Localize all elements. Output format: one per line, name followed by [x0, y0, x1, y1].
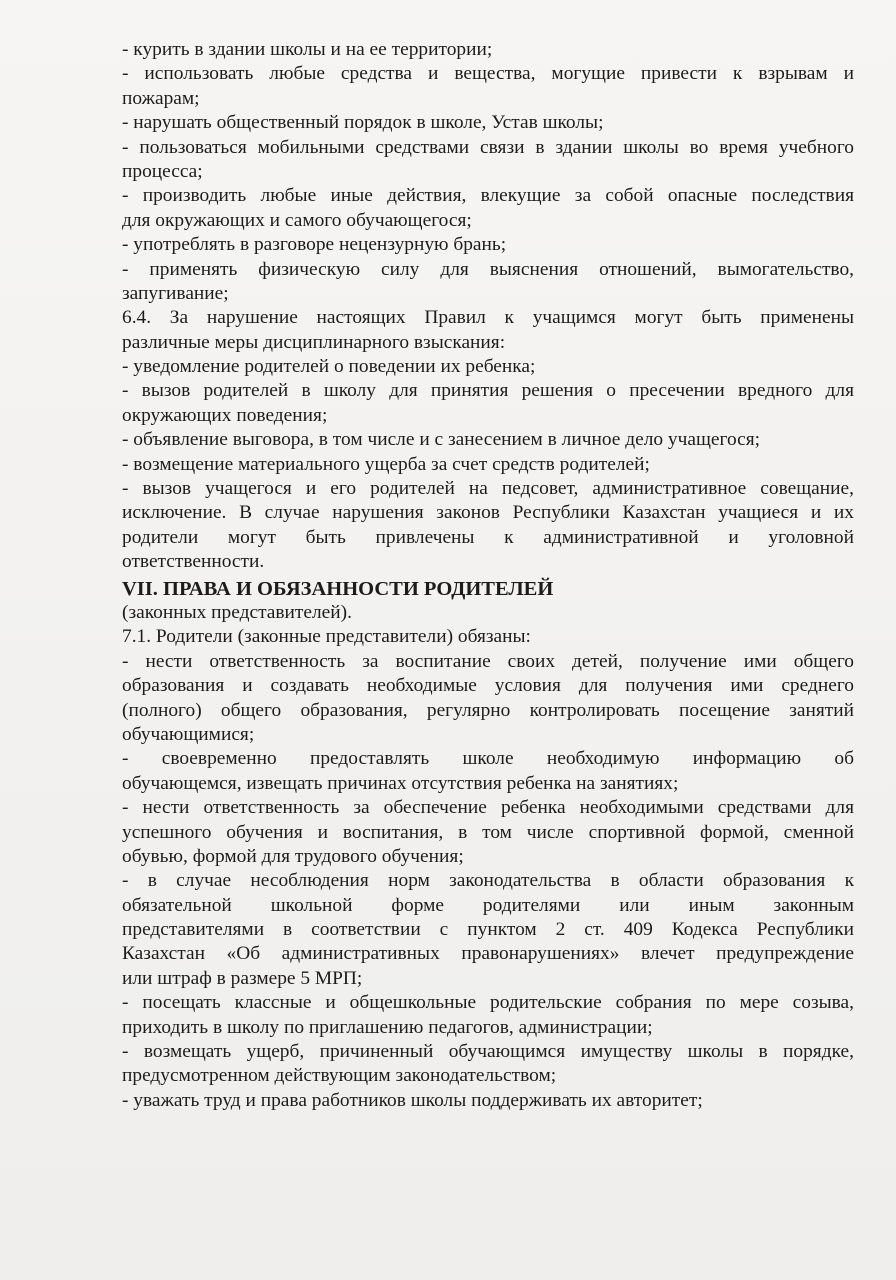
document-line: приходить в школу по приглашению педагогов, администрации;	[122, 1016, 653, 1038]
document-line: - производить любые иные действия, влекущие за собой опасные последствия	[122, 185, 854, 207]
document-line: окружающих поведения;	[122, 404, 328, 426]
document-line: - посещать классные и общешкольные родительские собрания по мере созыва,	[122, 992, 854, 1014]
document-line: - курить в здании школы и на ее территории;	[122, 39, 493, 60]
document-line: 7.1. Родители (законные представители) обязаны:	[122, 626, 531, 648]
document-line: (полного) общего образования, регулярно контролировать посещение занятий	[122, 699, 854, 721]
document-line: для окружающих и самого обучающегося;	[122, 209, 472, 231]
document-line: - пользоваться мобильными средствами связи в здании школы во время учебного	[122, 136, 854, 158]
document-line: - нарушать общественный порядок в школе, Устав школы;	[122, 112, 604, 134]
document-line: обувью, формой для трудового обучения;	[122, 845, 464, 867]
document-line: запугивание;	[122, 282, 229, 304]
document-line: исключение. В случае нарушения законов Республики Казахстан учащиеся и их	[122, 502, 854, 524]
document-line: предусмотренном действующим законодательством;	[122, 1065, 557, 1087]
document-line: - своевременно предоставлять школе необходимую информацию об	[122, 748, 854, 770]
document-line: - уважать труд и права работников школы поддерживать их авторитет;	[122, 1089, 703, 1111]
document-line: - уведомление родителей о поведении их ребенка;	[122, 356, 536, 378]
document-line: - вызов учащегося и его родителей на педсовет, административное совещание,	[122, 478, 854, 500]
document-line: или штраф в размере 5 МРП;	[122, 967, 363, 989]
document-line: успешного обучения и воспитания, в том числе спортивной формой, сменной	[122, 821, 854, 843]
document-line: обучающемся, извещать причинах отсутствия ребенка на занятиях;	[122, 772, 679, 794]
document-line: образования и создавать необходимые условия для получения ими среднего	[122, 675, 854, 697]
document-line: пожарам;	[122, 87, 200, 109]
document-line: - объявление выговора, в том числе и с занесением в личное дело учащегося;	[122, 429, 761, 451]
document-line: - нести ответственность за обеспечение ребенка необходимыми средствами для	[122, 797, 854, 819]
document-line: 6.4. За нарушение настоящих Правил к учащимся могут быть применены	[122, 307, 854, 329]
document-line: различные меры дисциплинарного взыскания:	[122, 331, 506, 353]
document-line: представителями в соответствии с пунктом 2 ст. 409 Кодекса Республики	[122, 919, 854, 941]
document-line: процесса;	[122, 160, 203, 182]
document-line: Казахстан «Об административных правонарушениях» влечет предупреждение	[122, 943, 854, 965]
document-line: обучающимися;	[122, 723, 255, 745]
document-line: - нести ответственность за воспитание своих детей, получение ими общего	[122, 650, 854, 672]
document-body	[122, 38, 854, 1113]
document-line: - возмещение материального ущерба за счет средств родителей;	[122, 453, 650, 475]
document-line: - в случае несоблюдения норм законодательства в области образования к	[122, 870, 854, 892]
document-line: - возмещать ущерб, причиненный обучающимся имуществу школы в порядке,	[122, 1041, 854, 1063]
section-heading: VII. ПРАВА И ОБЯЗАННОСТИ РОДИТЕЛЕЙ	[122, 577, 554, 600]
document-line: - использовать любые средства и вещества, могущие привести к взрывам и	[122, 63, 854, 85]
document-line: ответственности.	[122, 551, 265, 573]
document-line: обязательной школьной форме родителями или иным законным	[122, 894, 854, 916]
document-line: - вызов родителей в школу для принятия решения о пресечении вредного для	[122, 380, 854, 402]
document-line: родители могут быть привлечены к административной и уголовной	[122, 526, 854, 548]
document-line: - применять физическую силу для выяснения отношений, вымогательство,	[122, 258, 854, 280]
document-line: - употреблять в разговоре нецензурную брань;	[122, 234, 507, 256]
document-line: (законных представителей).	[122, 601, 352, 623]
